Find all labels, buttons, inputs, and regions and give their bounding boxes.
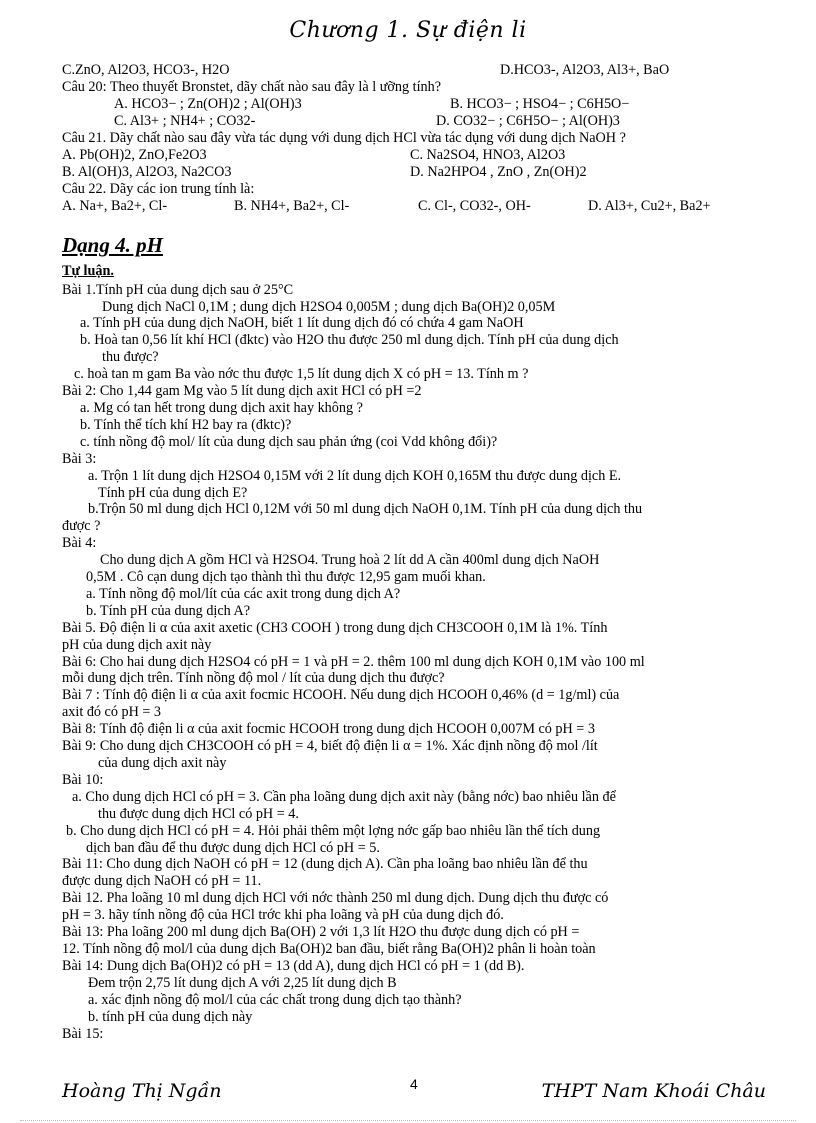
footer-school: THPT Nam Khoái Châu [541, 1080, 766, 1102]
mc-option: D.HCO3-, Al2O3, Al3+, BaO [500, 62, 670, 78]
mc-option: C. Na2SO4, HNO3, Al2O3 [410, 146, 566, 163]
exercise-line: Đem trộn 2,75 lít dung dịch A với 2,25 lít dung dịch B [88, 974, 397, 991]
exercise-line: Dung dịch NaCl 0,1M ; dung dịch H2SO4 0,005M ; dung dịch Ba(OH)2 0,05M [102, 298, 556, 315]
mc-option: D. CO32− ; C6H5O− ; Al(OH)3 [436, 112, 620, 129]
exercise-line: được ? [62, 518, 101, 535]
exercise-line: b. Tính pH của dung dịch A? [86, 602, 251, 619]
exercise-line: pH = 3. hãy tính nồng độ của HCl trớc khi pha loãng và pH của dung dịch đó. [62, 907, 504, 924]
question-20: Câu 20: Theo thuyết Bronstet, dãy chất nào sau đây là l ưỡng tính? [62, 79, 441, 95]
exercise-heading: Bài 10: [62, 771, 104, 788]
mc-option: C.ZnO, Al2O3, HCO3-, H2O [62, 62, 230, 78]
page-header-title: Chương 1. Sự điện li [289, 18, 527, 43]
exercise-heading: Bài 7 : Tính độ điện li α của axit focmic HCOOH. Nếu dung dịch HCOOH 0,46% (d = 1g/ml) của [62, 687, 620, 704]
exercise-line: a. Cho dung dịch HCl có pH = 3. Cần pha loãng dung dịch axit này (bằng nớc) bao nhiêu lần để [72, 788, 616, 805]
exercise-line: a. xác định nồng độ mol/l của các chất trong dung dịch tạo thành? [88, 991, 462, 1008]
exercise-line: b. Cho dung dịch HCl có pH = 4. Hỏi phải thêm một lợng nớc gấp bao nhiêu lần thể tích dung [66, 822, 601, 839]
exercise-heading: Bài 1.Tính pH của dung dịch sau ở 25°C [62, 281, 294, 298]
exercise-line: c. tính nồng độ mol/ lít của dung dịch sau phản ứng (coi Vdd không đổi)? [80, 433, 498, 450]
exercise-line: axit đó có pH = 3 [62, 704, 162, 721]
exercise-heading: Bài 4: [62, 535, 97, 552]
exercise-line: được dung dịch NaOH có pH = 11. [62, 873, 262, 890]
exercise-line: a. Tính pH của dung dịch NaOH, biết 1 lít dung dịch đó có chứa 4 gam NaOH [80, 315, 524, 332]
exercise-line: c. hoà tan m gam Ba vào nớc thu được 1,5 lít dung dịch X có pH = 13. Tính m ? [74, 366, 529, 383]
exercise-line: b. tính pH của dung dịch này [88, 1008, 253, 1025]
mc-option: A. Na+, Ba2+, Cl- [62, 197, 168, 214]
exercise-heading: Bài 13: Pha loãng 200 ml dung dịch Ba(OH) 2 với 1,3 lít H2O thu được dung dịch có pH = [62, 924, 580, 941]
exercise-line: của dung dịch axit này [98, 755, 227, 771]
mc-row [62, 147, 804, 164]
exercise-line: Tính pH của dung dịch E? [98, 484, 248, 501]
exercise-heading: Bài 14: Dung dịch Ba(OH)2 có pH = 13 (dd A), dung dịch HCl có pH = 1 (dd B). [62, 957, 525, 974]
exercise-heading: Bài 15: [62, 1025, 104, 1042]
exercise-line: a. Tính nồng độ mol/lít của các axit trong dung dịch A? [86, 585, 401, 602]
section-title: Dạng 4. pH [62, 232, 163, 257]
mc-option: C. Cl-, CO32-, OH- [418, 197, 531, 214]
exercise-line: b. Tính thể tích khí H2 bay ra (đktc)? [80, 416, 292, 433]
mc-row [62, 113, 804, 130]
exercise-line: pH của dung dịch axit này [62, 636, 212, 653]
exercise-heading: Bài 6: Cho hai dung dịch H2SO4 có pH = 1 và pH = 2. thêm 100 ml dung dịch KOH 0,1M vào 100 ml [62, 653, 645, 670]
mc-row [62, 164, 804, 181]
exercise-heading: Bài 9: Cho dung dịch CH3COOH có pH = 4, biết độ điện li α = 1%. Xác định nồng độ mol /lít [62, 738, 598, 755]
exercise-list [62, 282, 804, 1043]
mc-option: A. Pb(OH)2, ZnO,Fe2O3 [62, 146, 207, 163]
mc-option: D. Al3+, Cu2+, Ba2+ [588, 197, 711, 214]
mc-option: B. HCO3− ; HSO4− ; C6H5O− [450, 95, 630, 112]
exercise-line: thu được dung dịch HCl có pH = 4. [98, 805, 299, 822]
exercise-heading: Bài 2: Cho 1,44 gam Mg vào 5 lít dung dịch axit HCl có pH =2 [62, 383, 422, 400]
exercise-line: mỗi dung dịch trên. Tính nồng độ mol / lít của dung dịch thu được? [62, 670, 445, 687]
exercise-line: thu được? [102, 349, 159, 366]
exercise-line: b. Hoà tan 0,56 lít khí HCl (đktc) vào H2O thu được 250 ml dung dịch. Tính pH của dung dịch [80, 332, 619, 349]
exercise-line: a. Mg có tan hết trong dung dịch axit hay không ? [80, 399, 363, 416]
exercise-heading: Bài 11: Cho dung dịch NaOH có pH = 12 (dung dịch A). Cần pha loãng bao nhiêu lần để thu [62, 856, 588, 873]
exercise-line: b.Trộn 50 ml dung dịch HCl 0,12M với 50 ml dung dịch NaOH 0,1M. Tính pH của dung dịch thu [88, 501, 643, 518]
exercise-heading: Bài 8: Tính độ điện li α của axit focmic HCOOH trong dung dịch HCOOH 0,007M có pH = 3 [62, 721, 595, 738]
exercise-line: a. Trộn 1 lít dung dịch H2SO4 0,15M với 2 lít dung dịch KOH 0,165M thu được dung dịch E. [88, 467, 622, 484]
page-footer [62, 1076, 766, 1110]
page-number: 4 [410, 1076, 418, 1092]
exercise-line: dịch ban đầu để thu được dung dịch HCl có pH = 5. [86, 839, 380, 856]
mc-option: B. Al(OH)3, Al2O3, Na2CO3 [62, 163, 232, 180]
exercise-heading: Bài 3: [62, 450, 97, 467]
question-21: Câu 21. Dãy chất nào sau đây vừa tác dụng với dung dịch HCl vừa tác dụng với dung dịch NaOH ? [62, 129, 626, 146]
exercise-line: 0,5M . Cô cạn dung dịch tạo thành thì thu được 12,95 gam muối khan. [86, 569, 486, 586]
exercise-line: Cho dung dịch A gồm HCl và H2SO4. Trung hoà 2 lít dd A cần 400ml dung dịch NaOH [100, 552, 600, 569]
footer-author: Hoàng Thị Ngần [62, 1080, 222, 1102]
content-area [62, 62, 804, 1042]
exercise-line: 12. Tính nồng độ mol/l của dung dịch Ba(OH)2 ban đầu, biết rằng Ba(OH)2 phân li hoàn toàn [62, 940, 596, 957]
question-22: Câu 22. Dãy các ion trung tính là: [62, 180, 255, 197]
mc-option: D. Na2HPO4 , ZnO , Zn(OH)2 [410, 163, 587, 180]
footer-divider [20, 1120, 796, 1121]
mc-option: C. Al3+ ; NH4+ ; CO32- [114, 112, 256, 129]
mc-row [62, 96, 804, 113]
section-subtitle: Tự luận. [62, 262, 114, 279]
mc-option: A. HCO3− ; Zn(OH)2 ; Al(OH)3 [114, 95, 302, 112]
mc-option: B. NH4+, Ba2+, Cl- [234, 197, 350, 214]
exercise-heading: Bài 12. Pha loãng 10 ml dung dịch HCl với nớc thành 250 ml dung dịch. Dung dịch thu được có [62, 890, 609, 907]
exercise-heading: Bài 5. Độ điện li α của axit axetic (CH3 COOH ) trong dung dịch CH3COOH 0,1M là 1%. Tính [62, 619, 608, 636]
mc-row [62, 198, 804, 215]
mc-row [62, 62, 804, 79]
